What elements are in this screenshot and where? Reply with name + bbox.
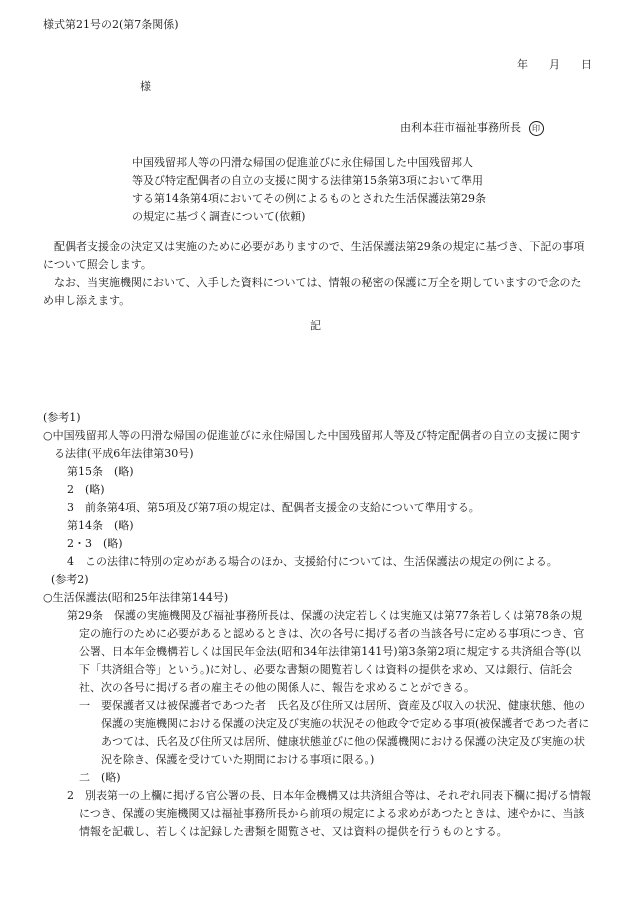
body-text: [43, 238, 591, 310]
article-14: 第14条 (略): [67, 519, 134, 532]
title-line: する第14条第4項においてその例によるものとされた生活保護法第29条: [132, 192, 486, 205]
addressee: 様: [140, 80, 151, 93]
article-15-para-2: 2 (略): [67, 483, 105, 496]
date-day: 日: [581, 58, 592, 71]
article-15-para-3: 3 前条第4項、第5項及び第7項の規定は、配偶者支援金の支給について準用する。: [67, 501, 480, 514]
date-month: 月: [549, 58, 560, 71]
article-15: 第15条 (略): [67, 465, 134, 478]
sender-line: [400, 119, 544, 137]
date-year: 年: [517, 58, 528, 71]
article-29-item-2: 二 (略): [79, 771, 121, 784]
document-title: [132, 154, 512, 226]
form-number: 様式第21号の2(第7条関係): [43, 18, 179, 31]
article-29: 第29条 保護の実施機関及び福祉事務所長は、保護の決定若しくは実施又は第77条若しくは第78条の規定の施行のために必要があると認めるときは、次の各号に掲げる者の当該各号に定める事項につき、官公署、日本年金機構若しくは国民年金法(昭和34年法律第141号)第3条第2項に規定する共済組合等(以下「共済組合等」という。)に対し、必要な書類の閲覧若しくは資料の提供を求め、又は銀行、信託会社、次の各号に掲げる者の雇主その他の関係人に、報告を求めることができる。: [67, 609, 585, 694]
title-line: 等及び特定配偶者の自立の支援に関する法律第15条第3項において準用: [132, 174, 483, 187]
sender-name: 由利本荘市福祉事務所長: [400, 121, 521, 134]
date-line: [517, 56, 592, 74]
body-paragraph-1: 配偶者支援金の決定又は実施のために必要がありますので、生活保護法第29条の規定に基づき、下記の事項について照会します。: [43, 240, 585, 271]
title-line: 中国残留邦人等の円滑な帰国の促進並びに永住帰国した中国残留邦人: [132, 156, 473, 169]
reference-1-law: ○中国残留邦人等の円滑な帰国の促進並びに永住帰国した中国残留邦人等及び特定配偶者の自立の支援に関する法律(平成6年法律第30号): [43, 429, 581, 460]
ki-heading: 記: [310, 319, 321, 332]
reference-2-label: (参考2): [51, 573, 89, 586]
seal-icon: 印: [529, 121, 544, 136]
reference-2-law: ○生活保護法(昭和25年法律第144号): [43, 591, 229, 604]
article-14-para-2-3: 2・3 (略): [67, 537, 123, 550]
reference-1-label: (参考1): [43, 411, 81, 424]
article-29-para-2: 2 別表第一の上欄に掲げる官公署の長、日本年金機構又は共済組合等は、それぞれ同表下欄に掲げる情報につき、保護の実施機関又は福祉事務所長から前項の規定による求めがあつたときは、速やかに、当該情報を記載し、若しくは記録した書類を閲覧させ、又は資料の提供を行うものとする。: [67, 789, 591, 838]
title-line: の規定に基づく調査について(依頼): [132, 210, 306, 223]
article-29-item-1: 一 要保護者又は被保護者であつた者 氏名及び住所又は居所、資産及び収入の状況、健康状態、他の保護の実施機関における保護の決定及び実施の状況その他政令で定める事項(被保護者であつた者にあつては、氏名及び住所又は居所、健康状態並びに他の保護機関における保護の決定及び実施の状況を除き、保護を受けていた期間における事項に限る。): [79, 699, 590, 766]
body-paragraph-2: なお、当実施機関において、入手した資料については、情報の秘密の保護に万全を期していますので念のため申し添えます。: [43, 276, 582, 307]
reference-section: [43, 409, 591, 841]
article-14-para-4: 4 この法律に特別の定めがある場合のほか、支援給付については、生活保護法の規定の例による。: [67, 555, 558, 568]
